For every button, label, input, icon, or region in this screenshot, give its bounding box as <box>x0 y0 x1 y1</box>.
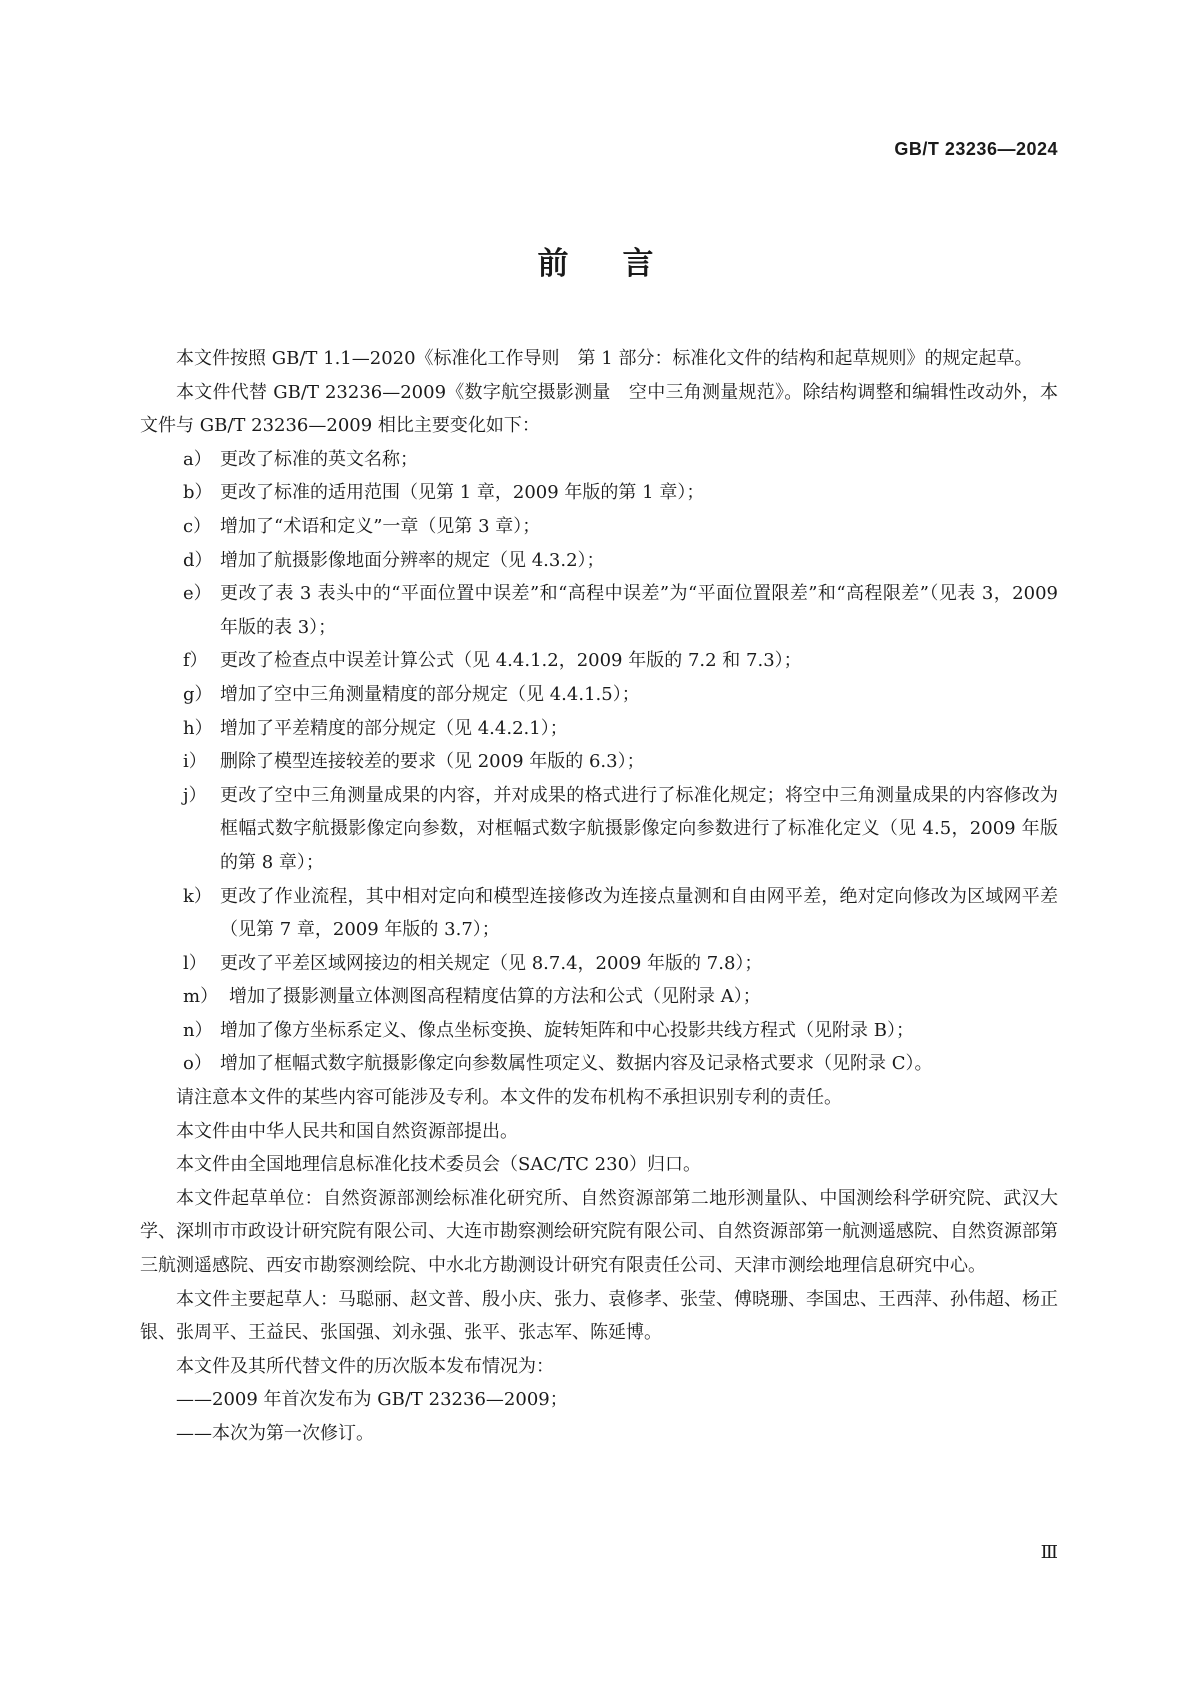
list-item-text: 更改了标准的英文名称； <box>220 448 418 470</box>
paragraph-drafting-basis: 本文件按照 GB/T 1.1—2020《标准化工作导则 第 1 部分：标准化文件的结构和起草规则》的规定起草。 <box>176 348 1033 369</box>
list-item-label: f） <box>183 650 208 672</box>
list-item-label: n） <box>183 1019 213 1041</box>
paragraph-proposer: 本文件由中华人民共和国自然资源部提出。 <box>176 1120 518 1142</box>
list-item-label: e） <box>183 583 212 605</box>
list-item <box>140 644 1058 678</box>
list-item-text: 增加了像方坐标系定义、像点坐标变换、旋转矩阵和中心投影共线方程式（见附录 B）； <box>220 1019 914 1041</box>
list-item <box>140 443 1058 477</box>
list-item-label: g） <box>183 683 213 705</box>
list-item-text: 增加了框幅式数字航摄影像定向参数属性项定义、数据内容及记录格式要求（见附录 C）。 <box>220 1053 933 1075</box>
list-item-text: 增加了摄影测量立体测图高程精度估算的方法和公式（见附录 A）； <box>229 986 761 1008</box>
list-item-label: o） <box>183 1053 212 1075</box>
list-item-text: 增加了“术语和定义”一章（见第 3 章）； <box>220 515 541 537</box>
list-item-label: j） <box>183 784 207 806</box>
list-item-text: 更改了作业流程，其中相对定向和模型连接修改为连接点量测和自由网平差，绝对定向修改为区域网平差（见第 7 章，2009 年版的 3.7）； <box>220 885 1058 941</box>
list-item-label: d） <box>183 549 213 571</box>
list-item-text: 删除了模型连接较差的要求（见 2009 年版的 6.3）； <box>220 751 645 773</box>
list-item-label: m） <box>183 986 219 1008</box>
paragraph-drafters: 本文件主要起草人：马聪丽、赵文普、殷小庆、张力、袁修孝、张莹、傅晓珊、李国忠、王西萍、孙伟超、杨正银、张周平、王益民、张国强、刘永强、张平、张志军、陈延博。 <box>140 1288 1058 1344</box>
list-item-text: 增加了平差精度的部分规定（见 4.4.2.1）； <box>220 717 568 739</box>
history-item: ——2009 年首次发布为 GB/T 23236—2009； <box>176 1389 568 1411</box>
list-item-label: a） <box>183 448 212 470</box>
page-number: Ⅲ <box>1040 1542 1058 1563</box>
list-item-label: b） <box>183 482 213 504</box>
paragraph-replacement: 本文件代替 GB/T 23236—2009《数字航空摄影测量 空中三角测量规范》。除结构调整和编辑性改动外，本文件与 GB/T 23236—2009 相比主要变化如下： <box>140 381 1058 437</box>
list-item <box>140 1014 1058 1048</box>
list-item-text: 更改了检查点中误差计算公式（见 4.4.1.2，2009 年版的 7.2 和 7.3）； <box>220 650 802 672</box>
list-item <box>140 980 1058 1014</box>
history-item: ——本次为第一次修订。 <box>176 1423 374 1444</box>
paragraph-history-intro: 本文件及其所代替文件的历次版本发布情况为： <box>176 1355 554 1377</box>
list-item-label: k） <box>183 885 212 907</box>
preface-body <box>140 342 1058 1451</box>
list-item-text: 更改了标准的适用范围（见第 1 章，2009 年版的第 1 章）； <box>220 482 705 504</box>
list-item <box>140 880 1058 947</box>
changes-list <box>140 443 1058 1081</box>
paragraph-administrator: 本文件由全国地理信息标准化技术委员会（SAC/TC 230）归口。 <box>176 1154 702 1176</box>
list-item <box>140 1047 1058 1081</box>
page-title: 前言 <box>537 246 708 282</box>
list-item <box>140 712 1058 746</box>
list-item-label: h） <box>183 717 213 739</box>
list-item-label: i） <box>183 751 207 773</box>
list-item <box>140 947 1058 981</box>
list-item-text: 更改了表 3 表头中的“平面位置中误差”和“高程中误差”为“平面位置限差”和“高程限差”（见表 3，2009 年版的表 3）； <box>220 583 1058 638</box>
list-item <box>140 544 1058 578</box>
list-item <box>140 678 1058 712</box>
list-item <box>140 577 1058 644</box>
list-item-text: 增加了空中三角测量精度的部分规定（见 4.4.1.5）； <box>220 683 640 705</box>
list-item <box>140 745 1058 779</box>
list-item <box>140 779 1058 880</box>
paragraph-patent-notice: 请注意本文件的某些内容可能涉及专利。本文件的发布机构不承担识别专利的责任。 <box>176 1087 842 1109</box>
list-item <box>140 476 1058 510</box>
paragraph-drafting-units: 本文件起草单位：自然资源部测绘标准化研究所、自然资源部第二地形测量队、中国测绘科学研究院、武汉大学、深圳市市政设计研究院有限公司、大连市勘察测绘研究院有限公司、自然资源部第一航测遥感院、自然资源部第三航测遥感院、西安市勘察测绘院、中水北方勘测设计研究有限责任公司、天津市测绘地理信息研究中心。 <box>140 1187 1058 1277</box>
standard-code: GB/T 23236—2024 <box>894 139 1058 159</box>
list-item-text: 增加了航摄影像地面分辨率的规定（见 4.3.2）； <box>220 549 605 571</box>
list-item-text: 更改了空中三角测量成果的内容，并对成果的格式进行了标准化规定；将空中三角测量成果的内容修改为框幅式数字航摄影像定向参数，对框幅式数字航摄影像定向参数进行了标准化定义（见 4.5，2009 年版的第 8 章）； <box>220 784 1058 873</box>
list-item <box>140 510 1058 544</box>
list-item-label: c） <box>183 515 212 537</box>
list-item-text: 更改了平差区域网接边的相关规定（见 8.7.4，2009 年版的 7.8）； <box>220 952 763 974</box>
list-item-label: l） <box>183 952 207 974</box>
